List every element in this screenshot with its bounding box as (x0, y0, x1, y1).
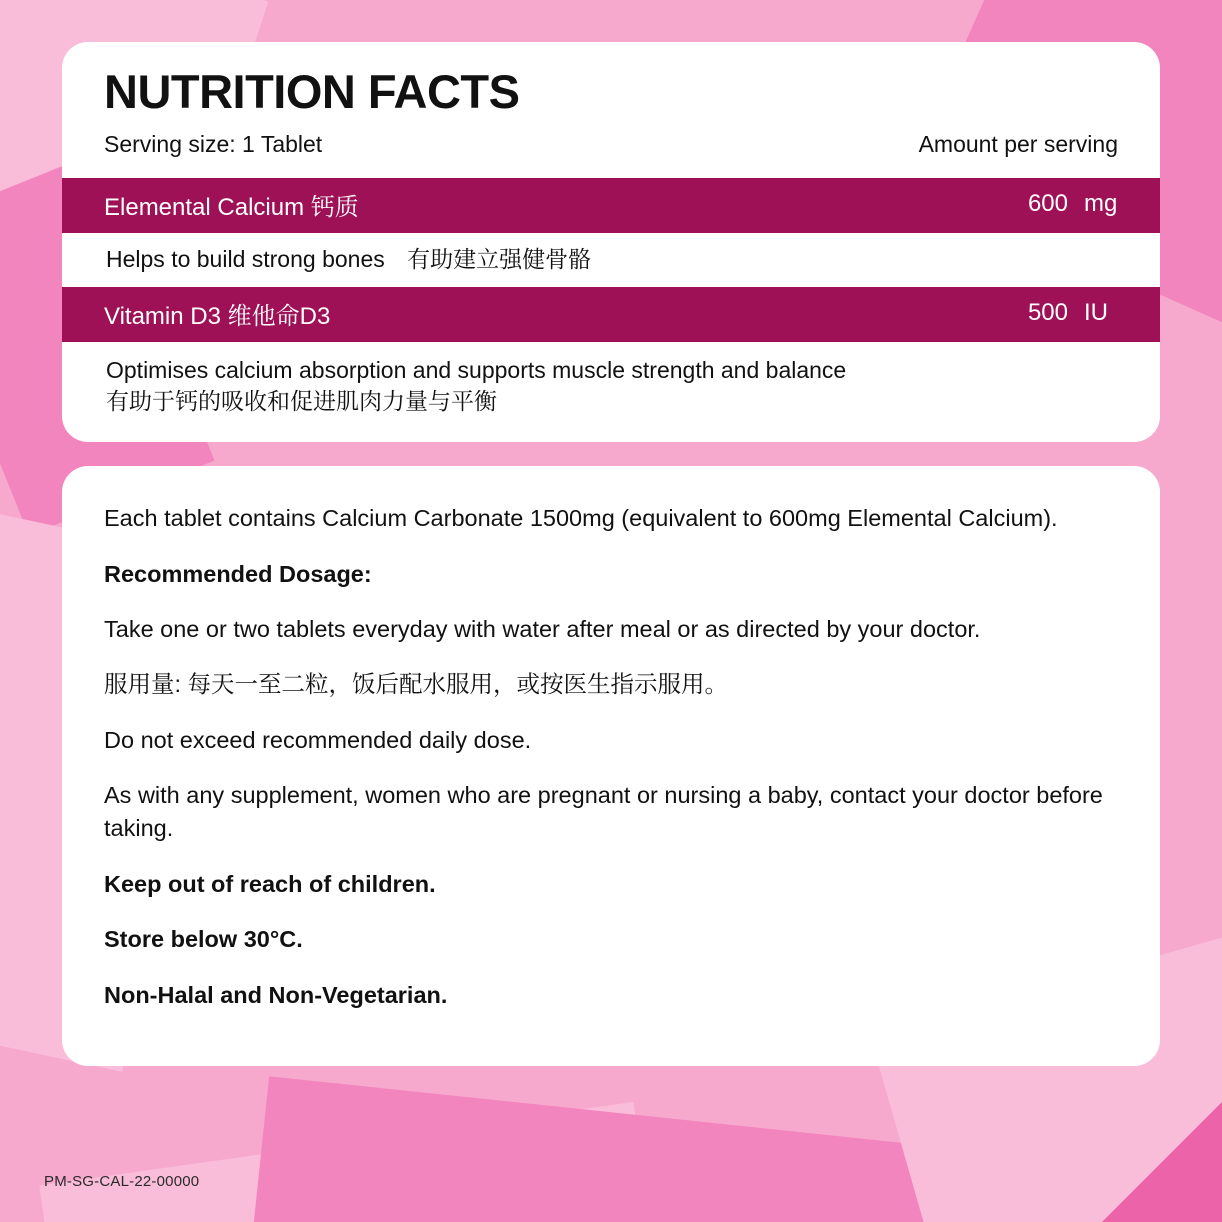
nutrient-desc-calcium-cn: 有助建立强健骨骼 (407, 245, 592, 272)
nutrient-desc-calcium (62, 233, 1160, 287)
nutrient-desc-calcium-en: Helps to build strong bones (106, 245, 385, 272)
nutrient-row-vitamin-d3 (62, 287, 1160, 342)
halal-note-text: Non-Halal and Non-Vegetarian. (104, 981, 448, 1008)
serving-size-label: Serving size: 1 Tablet (104, 130, 323, 157)
warning-pregnancy: As with any supplement, women who are pregnant or nursing a baby, contact your doctor before taking. (104, 782, 1103, 842)
storage-block (104, 868, 1118, 957)
nutrient-desc-vitamin-d3-en: Optimises calcium absorption and supports muscle strength and balance (106, 356, 847, 383)
warning-daily-dose: Do not exceed recommended daily dose. (104, 726, 532, 753)
page-title: NUTRITION FACTS (104, 65, 520, 118)
nutrient-name-vitamin-d3: Vitamin D3 维他命D3 (104, 302, 331, 330)
dosage-text-cn: 服用量: 每天一至二粒，饭后配水服用，或按医生指示服用。 (104, 671, 729, 698)
nutrient-name-calcium: Elemental Calcium 钙质 (104, 193, 359, 221)
storage-text: Store below 30°C. (104, 926, 303, 953)
dosage-text-en: Take one or two tablets everyday with water after meal or as directed by your doctor. (104, 616, 981, 643)
nutrition-facts-header (62, 42, 1160, 178)
composition-text: Each tablet contains Calcium Carbonate 1500mg (equivalent to 600mg Elemental Calcium). (104, 505, 1058, 532)
dosage-heading: Recommended Dosage: (104, 560, 372, 587)
bg-shape-bottom-mid (235, 1076, 966, 1222)
nutrient-value-calcium: 600 (1027, 190, 1068, 218)
nutrient-row-calcium (62, 178, 1160, 233)
document-code: PM-SG-CAL-22-00000 (44, 1173, 200, 1190)
nutrient-desc-vitamin-d3 (62, 342, 1160, 443)
dosage-block (104, 558, 1118, 702)
nutrient-amount-calcium (1028, 190, 1126, 218)
nutrient-amount-vitamin-d3 (1028, 299, 1126, 327)
nutrient-value-vitamin-d3: 500 (1027, 299, 1068, 327)
amount-per-serving-label: Amount per serving (918, 130, 1118, 157)
nutrient-desc-vitamin-d3-cn: 有助于钙的吸收和促进肌肉力量与平衡 (106, 387, 497, 414)
serving-row (104, 131, 1118, 164)
product-information-card (62, 466, 1160, 1066)
nutrient-unit-vitamin-d3: IU (1084, 299, 1108, 327)
nutrition-facts-card (62, 42, 1160, 442)
nutrient-unit-calcium: mg (1084, 190, 1118, 218)
keep-out-of-reach-text: Keep out of reach of children. (104, 870, 436, 897)
